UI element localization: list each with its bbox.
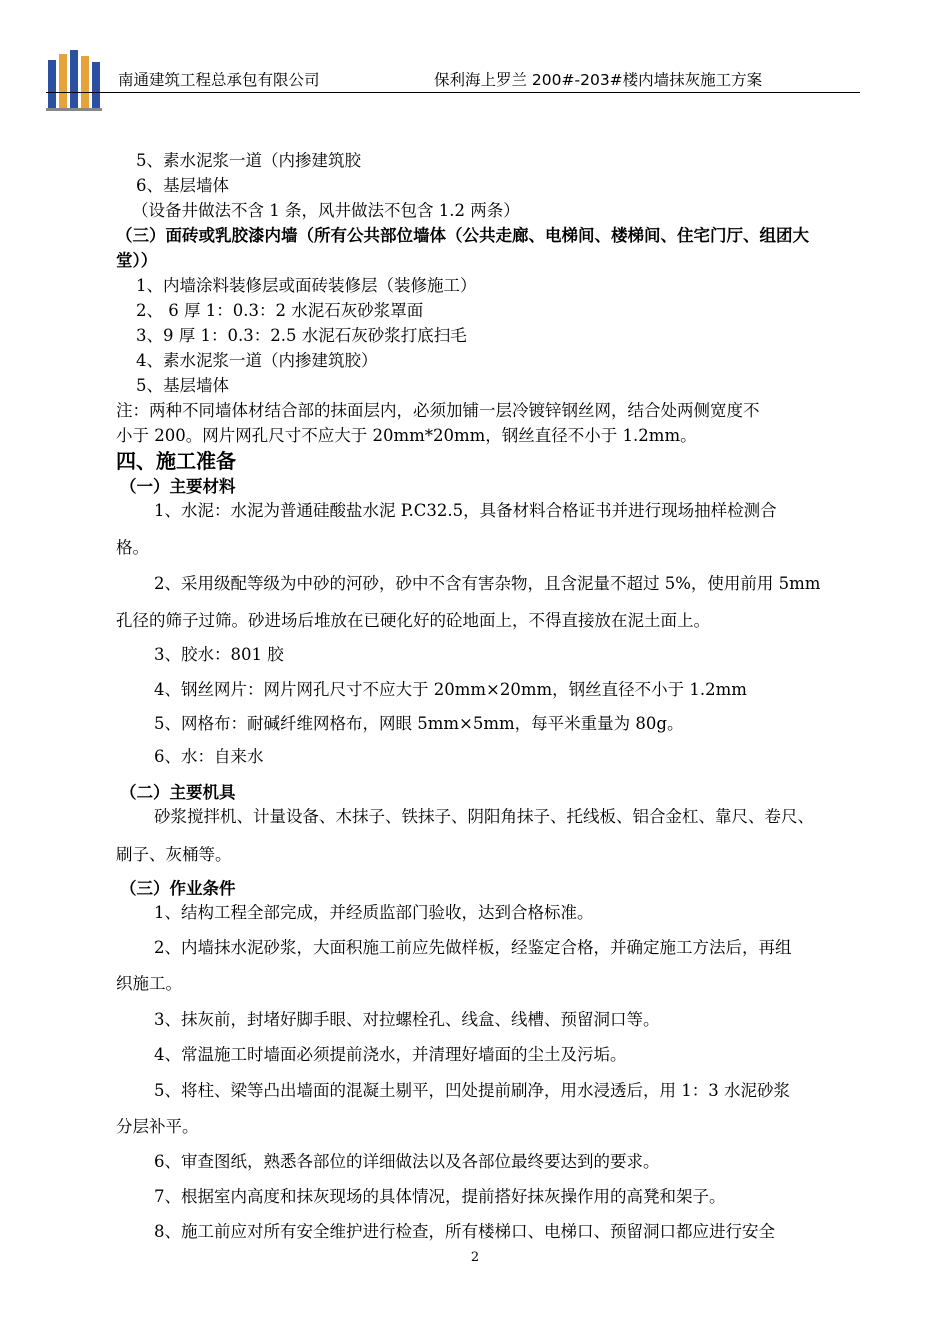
section-heading: 堂）） — [116, 251, 158, 270]
text-line: 4、钢丝网片：网片网孔尺寸不应大于 20mm×20mm，钢丝直径不小于 1.2mm — [154, 680, 747, 699]
text-line: 分层补平。 — [116, 1117, 199, 1136]
document-title: 保利海上罗兰 200#-203#楼内墙抹灰施工方案 — [434, 71, 763, 89]
text-line: 注：两种不同墙体材结合部的抹面层内，必须加铺一层冷镀锌钢丝网，结合处两侧宽度不 — [116, 401, 760, 420]
text-line: 3、胶水：801 胶 — [154, 645, 284, 664]
text-line: 8、施工前应对所有安全维护进行检查，所有楼梯口、电梯口、预留洞口都应进行安全 — [154, 1222, 775, 1241]
text-line: 2、采用级配等级为中砂的河砂，砂中不含有害杂物，且含泥量不超过 5%，使用前用 5mm — [154, 574, 821, 593]
header-divider — [46, 92, 860, 93]
chapter-heading: 四、施工准备 — [116, 449, 236, 473]
text-line: 砂浆搅拌机、计量设备、木抹子、铁抹子、阴阳角抹子、托线板、铝合金杠、靠尺、卷尺、 — [154, 807, 814, 826]
text-line: 5、将柱、梁等凸出墙面的混凝土剔平，凹处提前刷净，用水浸透后，用 1：3 水泥砂浆 — [154, 1081, 790, 1100]
text-line: （设备井做法不含 1 条，风井做法不包含 1.2 两条） — [132, 201, 520, 220]
text-line: 5、网格布：耐碱纤维网格布，网眼 5mm×5mm，每平米重量为 80g。 — [154, 714, 684, 733]
text-line: 3、9 厚 1：0.3：2.5 水泥石灰砂浆打底扫毛 — [136, 326, 467, 345]
text-line: 2、 6 厚 1：0.3：2 水泥石灰砂浆罩面 — [136, 301, 424, 320]
section-heading: （三）作业条件 — [120, 879, 236, 898]
text-line: 4、素水泥浆一道（内掺建筑胶） — [136, 351, 378, 370]
text-line: 织施工。 — [116, 974, 182, 993]
section-heading: （三）面砖或乳胶漆内墙（所有公共部位墙体（公共走廊、电梯间、楼梯间、住宅门厅、组团大 — [116, 226, 809, 245]
page-header — [46, 44, 860, 106]
text-line: 6、基层墙体 — [136, 176, 229, 195]
text-line: 1、水泥：水泥为普通硅酸盐水泥 P.C32.5，具备材料合格证书并进行现场抽样检测合 — [154, 501, 777, 520]
text-line: 6、审查图纸，熟悉各部位的详细做法以及各部位最终要达到的要求。 — [154, 1152, 660, 1171]
page-number: 2 — [470, 1250, 480, 1265]
text-line: 刷子、灰桶等。 — [116, 845, 232, 864]
text-line: 1、结构工程全部完成，并经质监部门验收，达到合格标准。 — [154, 903, 594, 922]
section-heading: （二）主要机具 — [120, 783, 236, 802]
text-line: 4、常温施工时墙面必须提前浇水，并清理好墙面的尘土及污垢。 — [154, 1045, 627, 1064]
company-logo — [46, 50, 104, 112]
text-line: 格。 — [116, 538, 149, 557]
text-line: 7、根据室内高度和抹灰现场的具体情况，提前搭好抹灰操作用的高凳和架子。 — [154, 1187, 726, 1206]
text-line: 孔径的筛子过筛。砂进场后堆放在已硬化好的砼地面上，不得直接放在泥土面上。 — [116, 611, 710, 630]
text-line: 2、内墙抹水泥砂浆，大面积施工前应先做样板，经鉴定合格，并确定施工方法后，再组 — [154, 938, 792, 957]
section-heading: （一）主要材料 — [120, 477, 236, 496]
company-name: 南通建筑工程总承包有限公司 — [118, 71, 320, 89]
text-line: 小于 200。网片网孔尺寸不应大于 20mm*20mm，钢丝直径不小于 1.2mm。 — [116, 426, 697, 445]
text-line: 6、水：自来水 — [154, 747, 264, 766]
text-line: 1、内墙涂料装修层或面砖装修层（装修施工） — [136, 276, 477, 295]
text-line: 3、抹灰前，封堵好脚手眼、对拉螺栓孔、线盒、线槽、预留洞口等。 — [154, 1010, 660, 1029]
text-line: 5、基层墙体 — [136, 376, 229, 395]
text-line: 5、素水泥浆一道（内掺建筑胶 — [136, 151, 361, 170]
